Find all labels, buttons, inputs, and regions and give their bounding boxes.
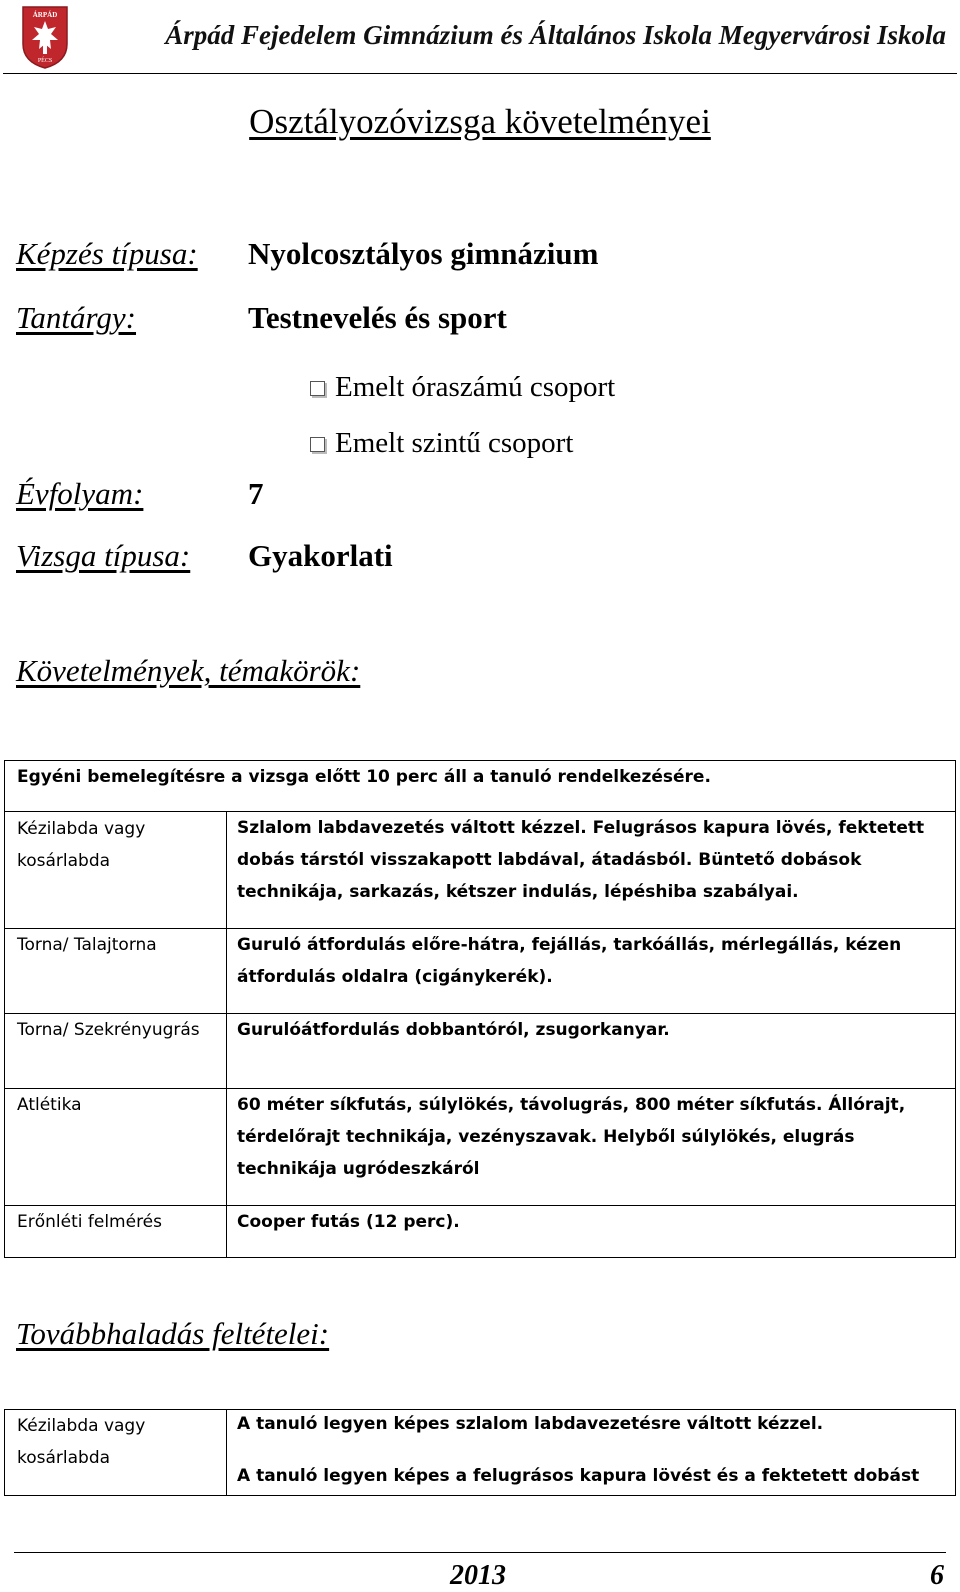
table-row [5, 1014, 956, 1089]
svg-text:PÉCS: PÉCS [37, 58, 53, 64]
content-cell: Guruló átfordulás előre-hátra, fejállás, tarkóállás, mérlegállás, kézen átfordulás oldalra (cigánykerék). [227, 929, 956, 1014]
footer-year: 2013 [450, 1560, 506, 1591]
table-row [5, 812, 956, 929]
school-logo-icon [20, 4, 70, 70]
table-row [5, 1089, 956, 1206]
conditions-table [4, 1409, 956, 1496]
training-type-value: Nyolcosztályos gimnázium [248, 236, 599, 271]
requirements-table [4, 760, 956, 1258]
exam-type-value: Gyakorlati [248, 538, 393, 573]
grade-value: 7 [248, 476, 264, 511]
header-divider [3, 73, 957, 74]
page-header [0, 0, 960, 76]
footer-divider [14, 1552, 946, 1553]
table-row [5, 1206, 956, 1258]
content-cell: Cooper futás (12 perc). [227, 1206, 956, 1258]
option-advanced-level[interactable] [310, 427, 573, 460]
content-cell: Gurulóátfordulás dobbantóról, zsugorkanyar. [227, 1014, 956, 1089]
requirements-intro: Egyéni bemelegítésre a vizsga előtt 10 perc áll a tanuló rendelkezésére. [5, 761, 956, 812]
option-advanced-hours[interactable] [310, 371, 615, 404]
topic-cell: Torna/ Talajtorna [5, 929, 227, 1014]
requirements-heading: Követelmények, témakörök: [16, 653, 361, 688]
training-type-label: Képzés típusa: [16, 236, 198, 271]
subject-label: Tantárgy: [16, 300, 137, 335]
topic-cell: Atlétika [5, 1089, 227, 1206]
topic-cell: Kézilabda vagy kosárlabda [5, 812, 227, 929]
svg-text:ÁRPÁD: ÁRPÁD [32, 11, 58, 19]
condition-line: A tanuló legyen képes szlalom labdavezetésre váltott kézzel. [237, 1414, 824, 1434]
topic-cell: Torna/ Szekrényugrás [5, 1014, 227, 1089]
option-advanced-level-label: Emelt szintű csoport [335, 427, 574, 459]
table-row [5, 1410, 956, 1496]
topic-cell: Erőnléti felmérés [5, 1206, 227, 1258]
school-name: Árpád Fejedelem Gimnázium és Általános Iskola Megyervárosi Iskola [165, 20, 946, 50]
content-cell [227, 1410, 956, 1496]
subject-value: Testnevelés és sport [248, 300, 507, 335]
table-row [5, 761, 956, 812]
page-title: Osztályozóvizsga követelményei [249, 102, 711, 141]
page-number: 6 [930, 1560, 944, 1591]
option-advanced-hours-label: Emelt óraszámú csoport [335, 371, 616, 403]
condition-line: A tanuló legyen képes a felugrásos kapura lövést és a fektetett dobást [237, 1466, 920, 1486]
topic-cell: Kézilabda vagy kosárlabda [5, 1410, 227, 1496]
checkbox-icon[interactable] [310, 381, 325, 396]
exam-type-label: Vizsga típusa: [16, 538, 191, 573]
content-cell: Szlalom labdavezetés váltott kézzel. Felugrásos kapura lövés, fektetett dobás társtól visszakapott labdával, átadásból. Büntető dobások technikája, sarkazás, kétszer indulás, lépéshiba szabályai. [227, 812, 956, 929]
grade-label: Évfolyam: [16, 476, 144, 511]
content-cell: 60 méter síkfutás, súlylökés, távolugrás, 800 méter síkfutás. Állórajt, térdelőrajt technikája, vezényszavak. Helyből súlylökés, elugrás technikája ugródeszkáról [227, 1089, 956, 1206]
table-row [5, 929, 956, 1014]
checkbox-icon[interactable] [310, 437, 325, 452]
conditions-heading: Továbbhaladás feltételei: [16, 1316, 330, 1351]
